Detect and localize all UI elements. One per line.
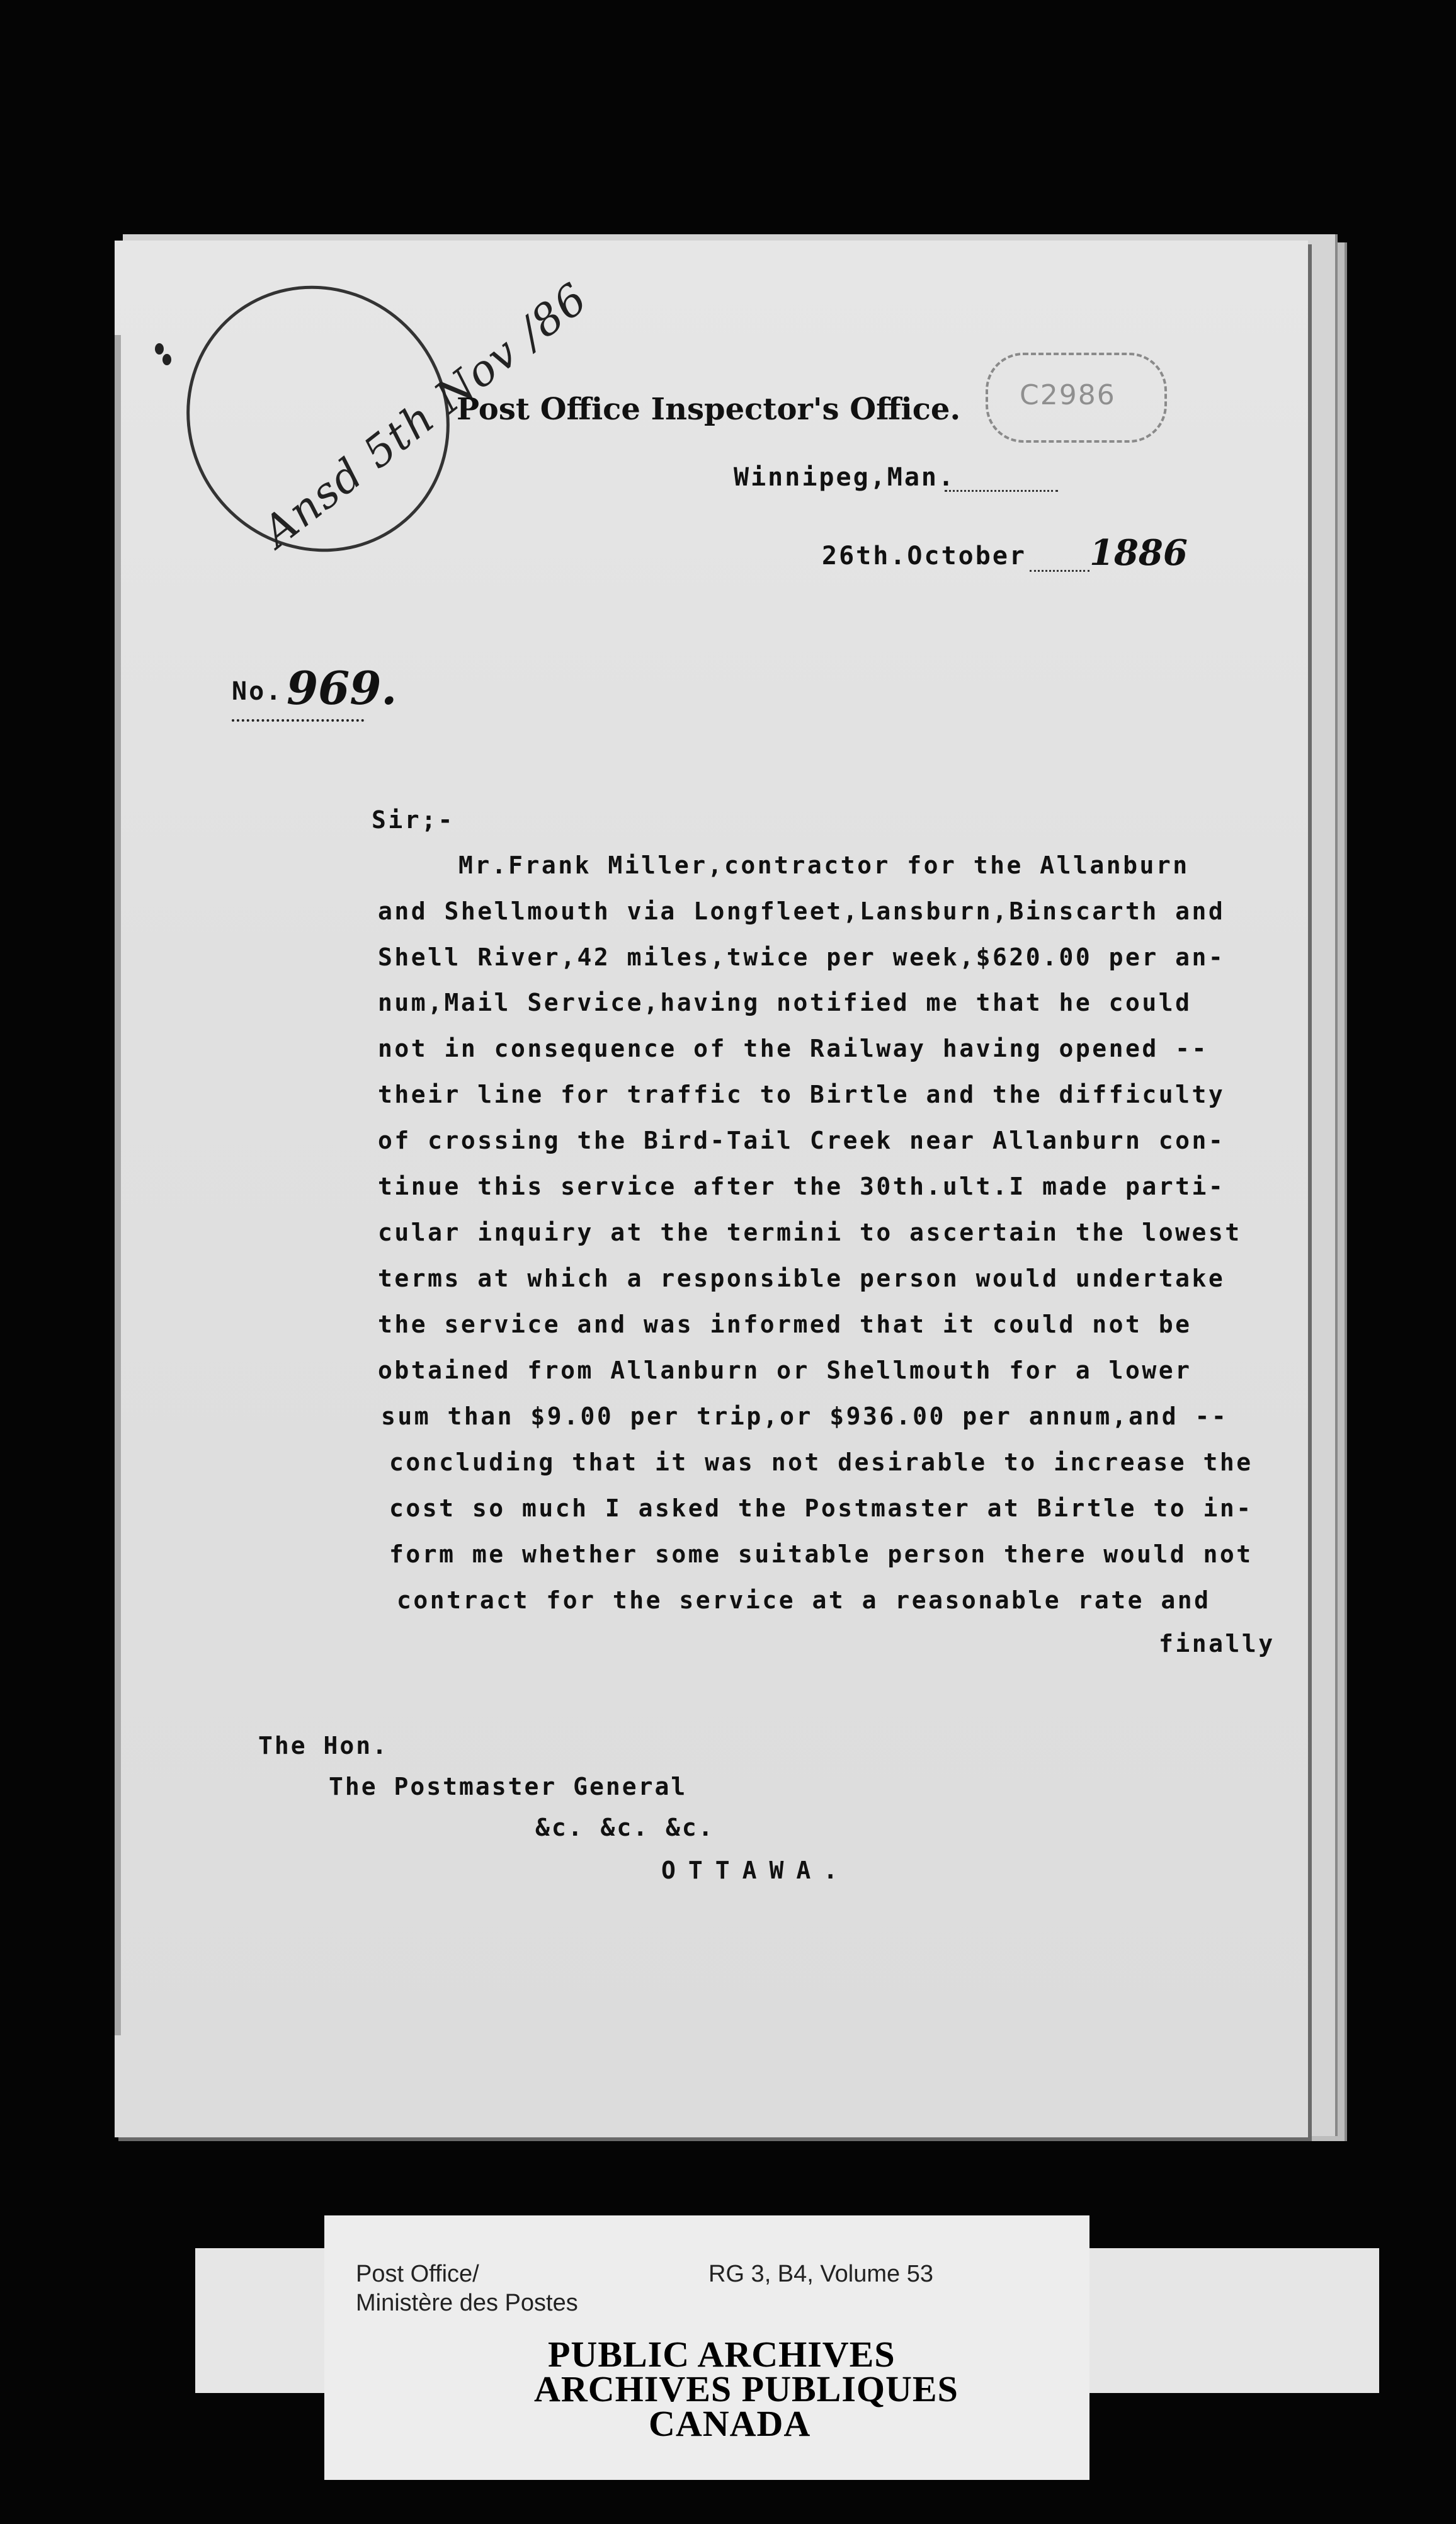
letterhead-office: Post Office Inspector's Office. bbox=[457, 392, 961, 427]
body-line: not in consequence of the Railway having opened -- bbox=[378, 1035, 1209, 1062]
body-line: obtained from Allanburn or Shellmouth for a lower bbox=[378, 1356, 1192, 1384]
body-line: cular inquiry at the termini to ascertain the lowest bbox=[378, 1219, 1242, 1246]
archive-title-fr: ARCHIVES PUBLIQUES bbox=[534, 2368, 958, 2409]
reference-label: No. bbox=[232, 677, 283, 706]
registry-stamp bbox=[986, 353, 1167, 443]
catchword: finally bbox=[1159, 1630, 1275, 1657]
body-line: num,Mail Service,having notified me that he could bbox=[378, 989, 1192, 1016]
archive-department-fr: Ministère des Postes bbox=[356, 2290, 578, 2316]
body-line: their line for traffic to Birtle and the difficulty bbox=[378, 1081, 1226, 1108]
ink-spot bbox=[162, 354, 171, 365]
place-dotted-line bbox=[945, 490, 1058, 492]
addressee-title: The Hon. bbox=[258, 1732, 389, 1759]
reference-number: 969. bbox=[287, 661, 397, 715]
body-line: Mr.Frank Miller,contractor for the Allanburn bbox=[458, 851, 1190, 879]
letter-date: 26th.October bbox=[822, 542, 1027, 571]
body-line: tinue this service after the 30th.ult.I made parti- bbox=[378, 1173, 1226, 1200]
addressee-city: OTTAWA. bbox=[661, 1856, 851, 1884]
body-line: terms at which a responsible person would undertake bbox=[378, 1265, 1226, 1292]
body-line: Shell River,42 miles,twice per week,$620.00 per an- bbox=[378, 943, 1226, 971]
body-line: concluding that it was not desirable to increase the bbox=[389, 1448, 1253, 1476]
body-line: and Shellmouth via Longfleet,Lansburn,Binscarth and bbox=[378, 897, 1226, 925]
body-line: the service and was informed that it could not be bbox=[378, 1310, 1192, 1338]
body-line: form me whether some suitable person there would not bbox=[389, 1540, 1253, 1568]
reference-dotted-line bbox=[232, 719, 364, 722]
archive-title-en: PUBLIC ARCHIVES bbox=[548, 2334, 896, 2375]
archive-reference: RG 3, B4, Volume 53 bbox=[708, 2261, 933, 2287]
handwritten-annotation: Ansd 5th Nov /86 bbox=[253, 273, 598, 557]
body-line: of crossing the Bird-Tail Creek near Allanburn con- bbox=[378, 1127, 1226, 1154]
salutation: Sir;- bbox=[372, 806, 455, 834]
date-dotted-line bbox=[1030, 570, 1089, 572]
archive-title-country: CANADA bbox=[649, 2403, 811, 2444]
body-line: cost so much I asked the Postmaster at Birtle to in- bbox=[389, 1494, 1253, 1522]
body-line: sum than $9.00 per trip,or $936.00 per annum,and -- bbox=[381, 1402, 1229, 1430]
page-edge-shadow bbox=[115, 335, 121, 2035]
addressee-name: The Postmaster General bbox=[329, 1773, 688, 1800]
letterhead-place: Winnipeg,Man. bbox=[734, 463, 956, 492]
registry-stamp-number: C2986 bbox=[1020, 379, 1116, 411]
addressee-etc: &c. &c. &c. bbox=[535, 1814, 715, 1841]
archive-department-en: Post Office/ bbox=[356, 2261, 479, 2287]
body-line: contract for the service at a reasonable rate and bbox=[397, 1586, 1211, 1614]
ink-spot bbox=[155, 343, 164, 355]
letter-year: 1886 bbox=[1089, 532, 1188, 574]
